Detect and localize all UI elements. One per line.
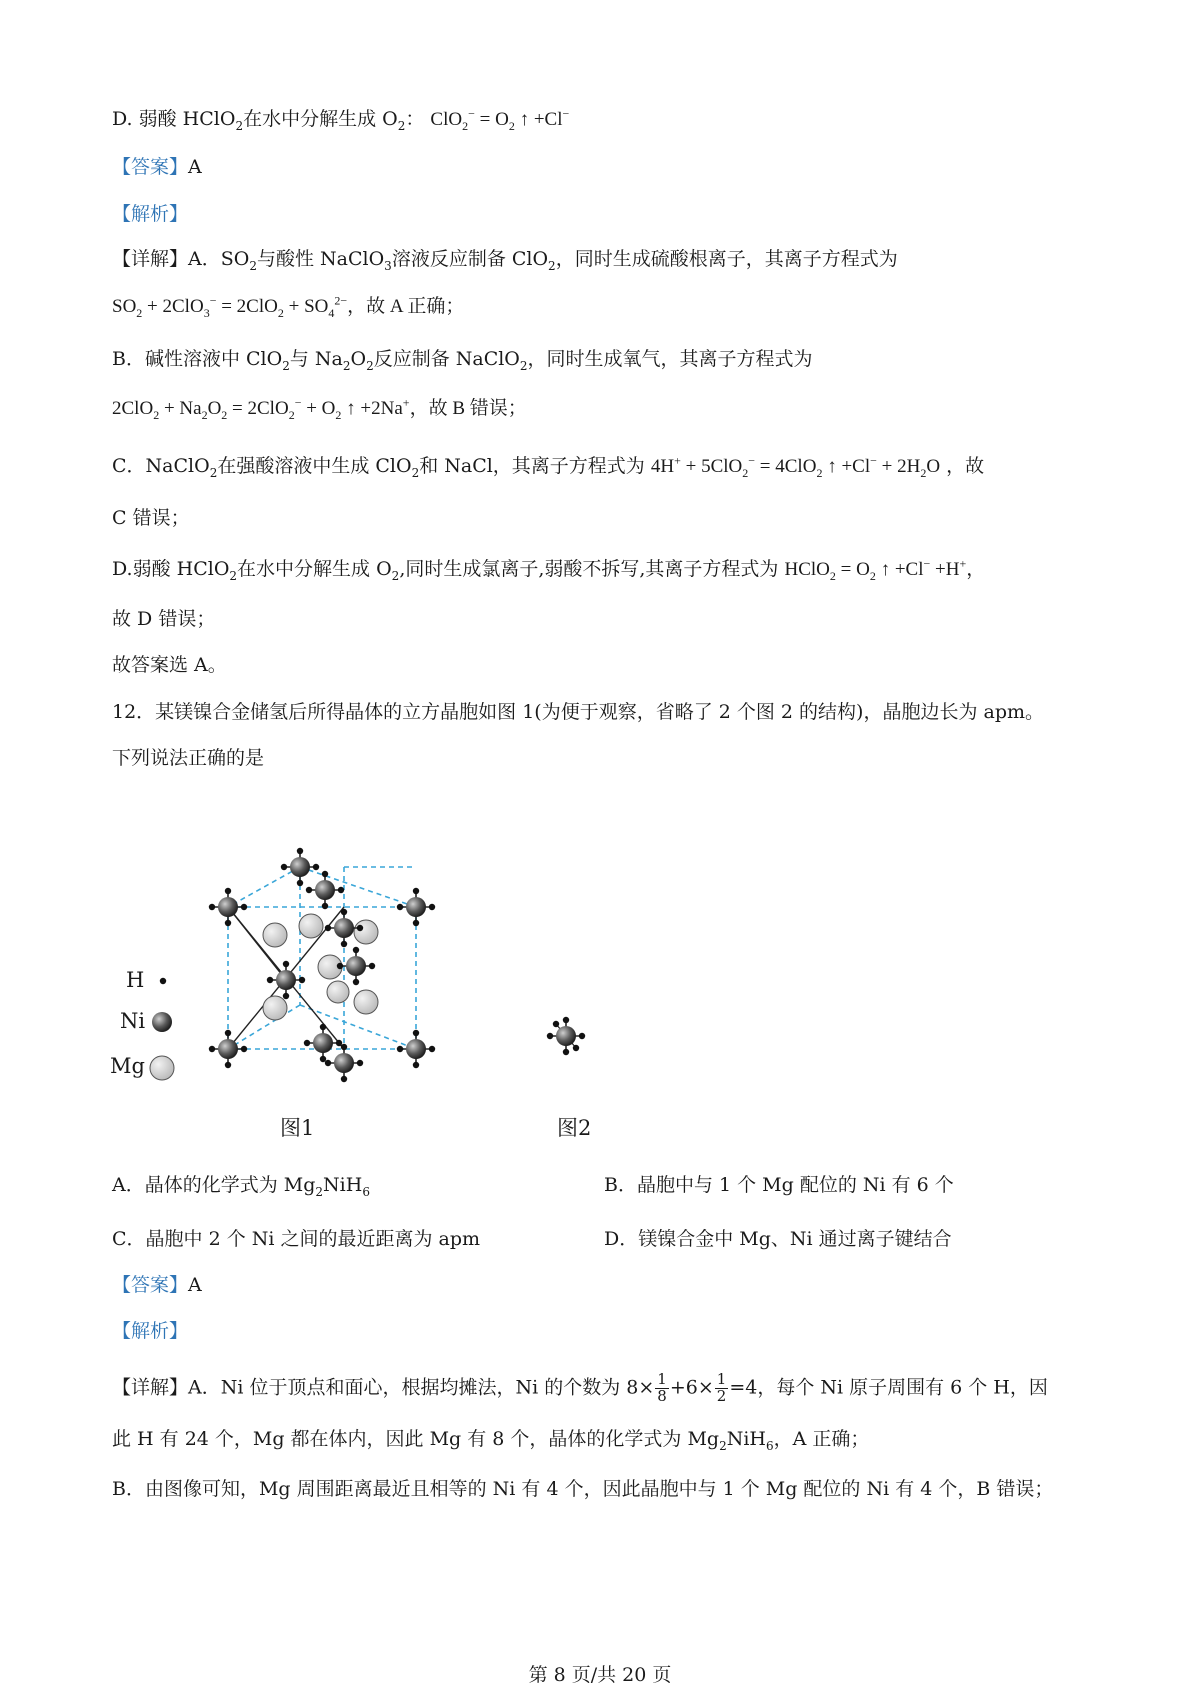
q11-final-answer: 故答案选 A。: [112, 654, 227, 676]
legend-h-symbol: [160, 978, 166, 984]
q12-option-d: D．镁镍合金中 Mg、Ni 通过离子键结合: [604, 1228, 952, 1250]
q11-detail-c: C．NaClO$_2$在强酸溶液中生成 ClO$_2$和 NaCl，其离子方程式为 4H+ + 5ClO$_2$− = 4ClO$_2$ ↑ $+Cl^- + 2H_2O$ ，故: [112, 453, 985, 480]
q11-equation-a: $SO_2 + 2ClO_3^- = 2ClO_2 + SO_4^{2-}$，故 A 正确；: [112, 293, 465, 320]
q12-detail-a-cont: 此 H 有 24 个，Mg 都在体内，因此 Mg 有 8 个，晶体的化学式为 $Mg_2NiH_6$，A 正确；: [112, 1428, 870, 1453]
q12-option-a: A．晶体的化学式为 $Mg_2NiH_6$: [112, 1174, 370, 1199]
q11-option-d: D. 弱酸 HClO$_2$在水中分解生成 $O_2$： $ClO_2^- = O_2$ ↑ +Cl−: [112, 106, 570, 133]
figure-2-caption: 图2: [557, 1116, 592, 1140]
page-footer: 第 8 页/共 20 页: [528, 1664, 672, 1686]
q11-detail-d-cont: 故 D 错误；: [112, 608, 216, 630]
q12-option-c: C．晶胞中 2 个 Ni 之间的最近距离为 apm: [112, 1228, 481, 1250]
q11-equation-b: $2ClO_2 + Na_2O_2 = 2ClO_2^- + O_2$ ↑ +2Na+，故 B 错误；: [112, 395, 527, 422]
legend-ni-symbol: [152, 1012, 172, 1032]
q12-option-b: B．晶胞中与 1 个 Mg 配位的 Ni 有 6 个: [604, 1174, 954, 1196]
q12-analysis-tag: 【解析】: [112, 1320, 189, 1342]
q11-detail-c-cont: C 错误；: [112, 507, 190, 529]
q12-answer: 【答案】A: [112, 1274, 202, 1296]
q11-detail-d: D.弱酸 HClO$_2$在水中分解生成 $O_2$,同时生成氯离子,弱酸不拆写,其离子方程式为 HClO$_2$ = $O_2$ ↑ +Cl− +H+，: [112, 556, 986, 583]
fraction-one-eighth: $\frac{1}{8}$: [657, 1370, 667, 1405]
q12-stem-line2: 下列说法正确的是: [112, 747, 265, 769]
figure-1-caption: 图1: [280, 1116, 315, 1140]
fraction-one-half: $\frac{1}{2}$: [716, 1370, 727, 1405]
q11-detail-b: B．碱性溶液中 ClO$_2$与 $Na_2O_2$反应制备 NaClO$_2$，同时生成氧气，其离子方程式为: [112, 348, 813, 373]
q11-answer: 【答案】A: [112, 156, 202, 178]
legend-ni-label: Ni: [120, 1009, 146, 1033]
ni-unit: [209, 888, 247, 926]
q12-detail-b: B．由图像可知，Mg 周围距离最近且相等的 Ni 有 4 个，因此晶胞中与 1 个 Mg 配位的 Ni 有 4 个，B 错误；: [112, 1478, 1054, 1500]
figure-2-ni-h6: [547, 1017, 585, 1055]
legend-h-label: H: [126, 968, 145, 992]
q12-stem-line1: 12．某镁镍合金储氢后所得晶体的立方晶胞如图 1(为便于观察，省略了 2 个图 2 的结构)，晶胞边长为 apm。: [112, 701, 1045, 723]
legend-mg-symbol: [150, 1056, 174, 1080]
legend-mg-label: Mg: [110, 1054, 145, 1078]
q11-analysis-tag: 【解析】: [112, 203, 189, 225]
q12-detail-a: 【详解】A．Ni 位于顶点和面心，根据均摊法，Ni 的个数为 8× $\frac{1}{8}$ +6× $\frac{1}{2}$ =4，每个 Ni 原子周围有 6 个 H，因: [112, 1370, 1048, 1405]
q11-detail-a: 【详解】A．$SO_2$与酸性 NaClO$_3$溶液反应制备 ClO$_2$，同时生成硫酸根离子，其离子方程式为: [112, 248, 898, 273]
